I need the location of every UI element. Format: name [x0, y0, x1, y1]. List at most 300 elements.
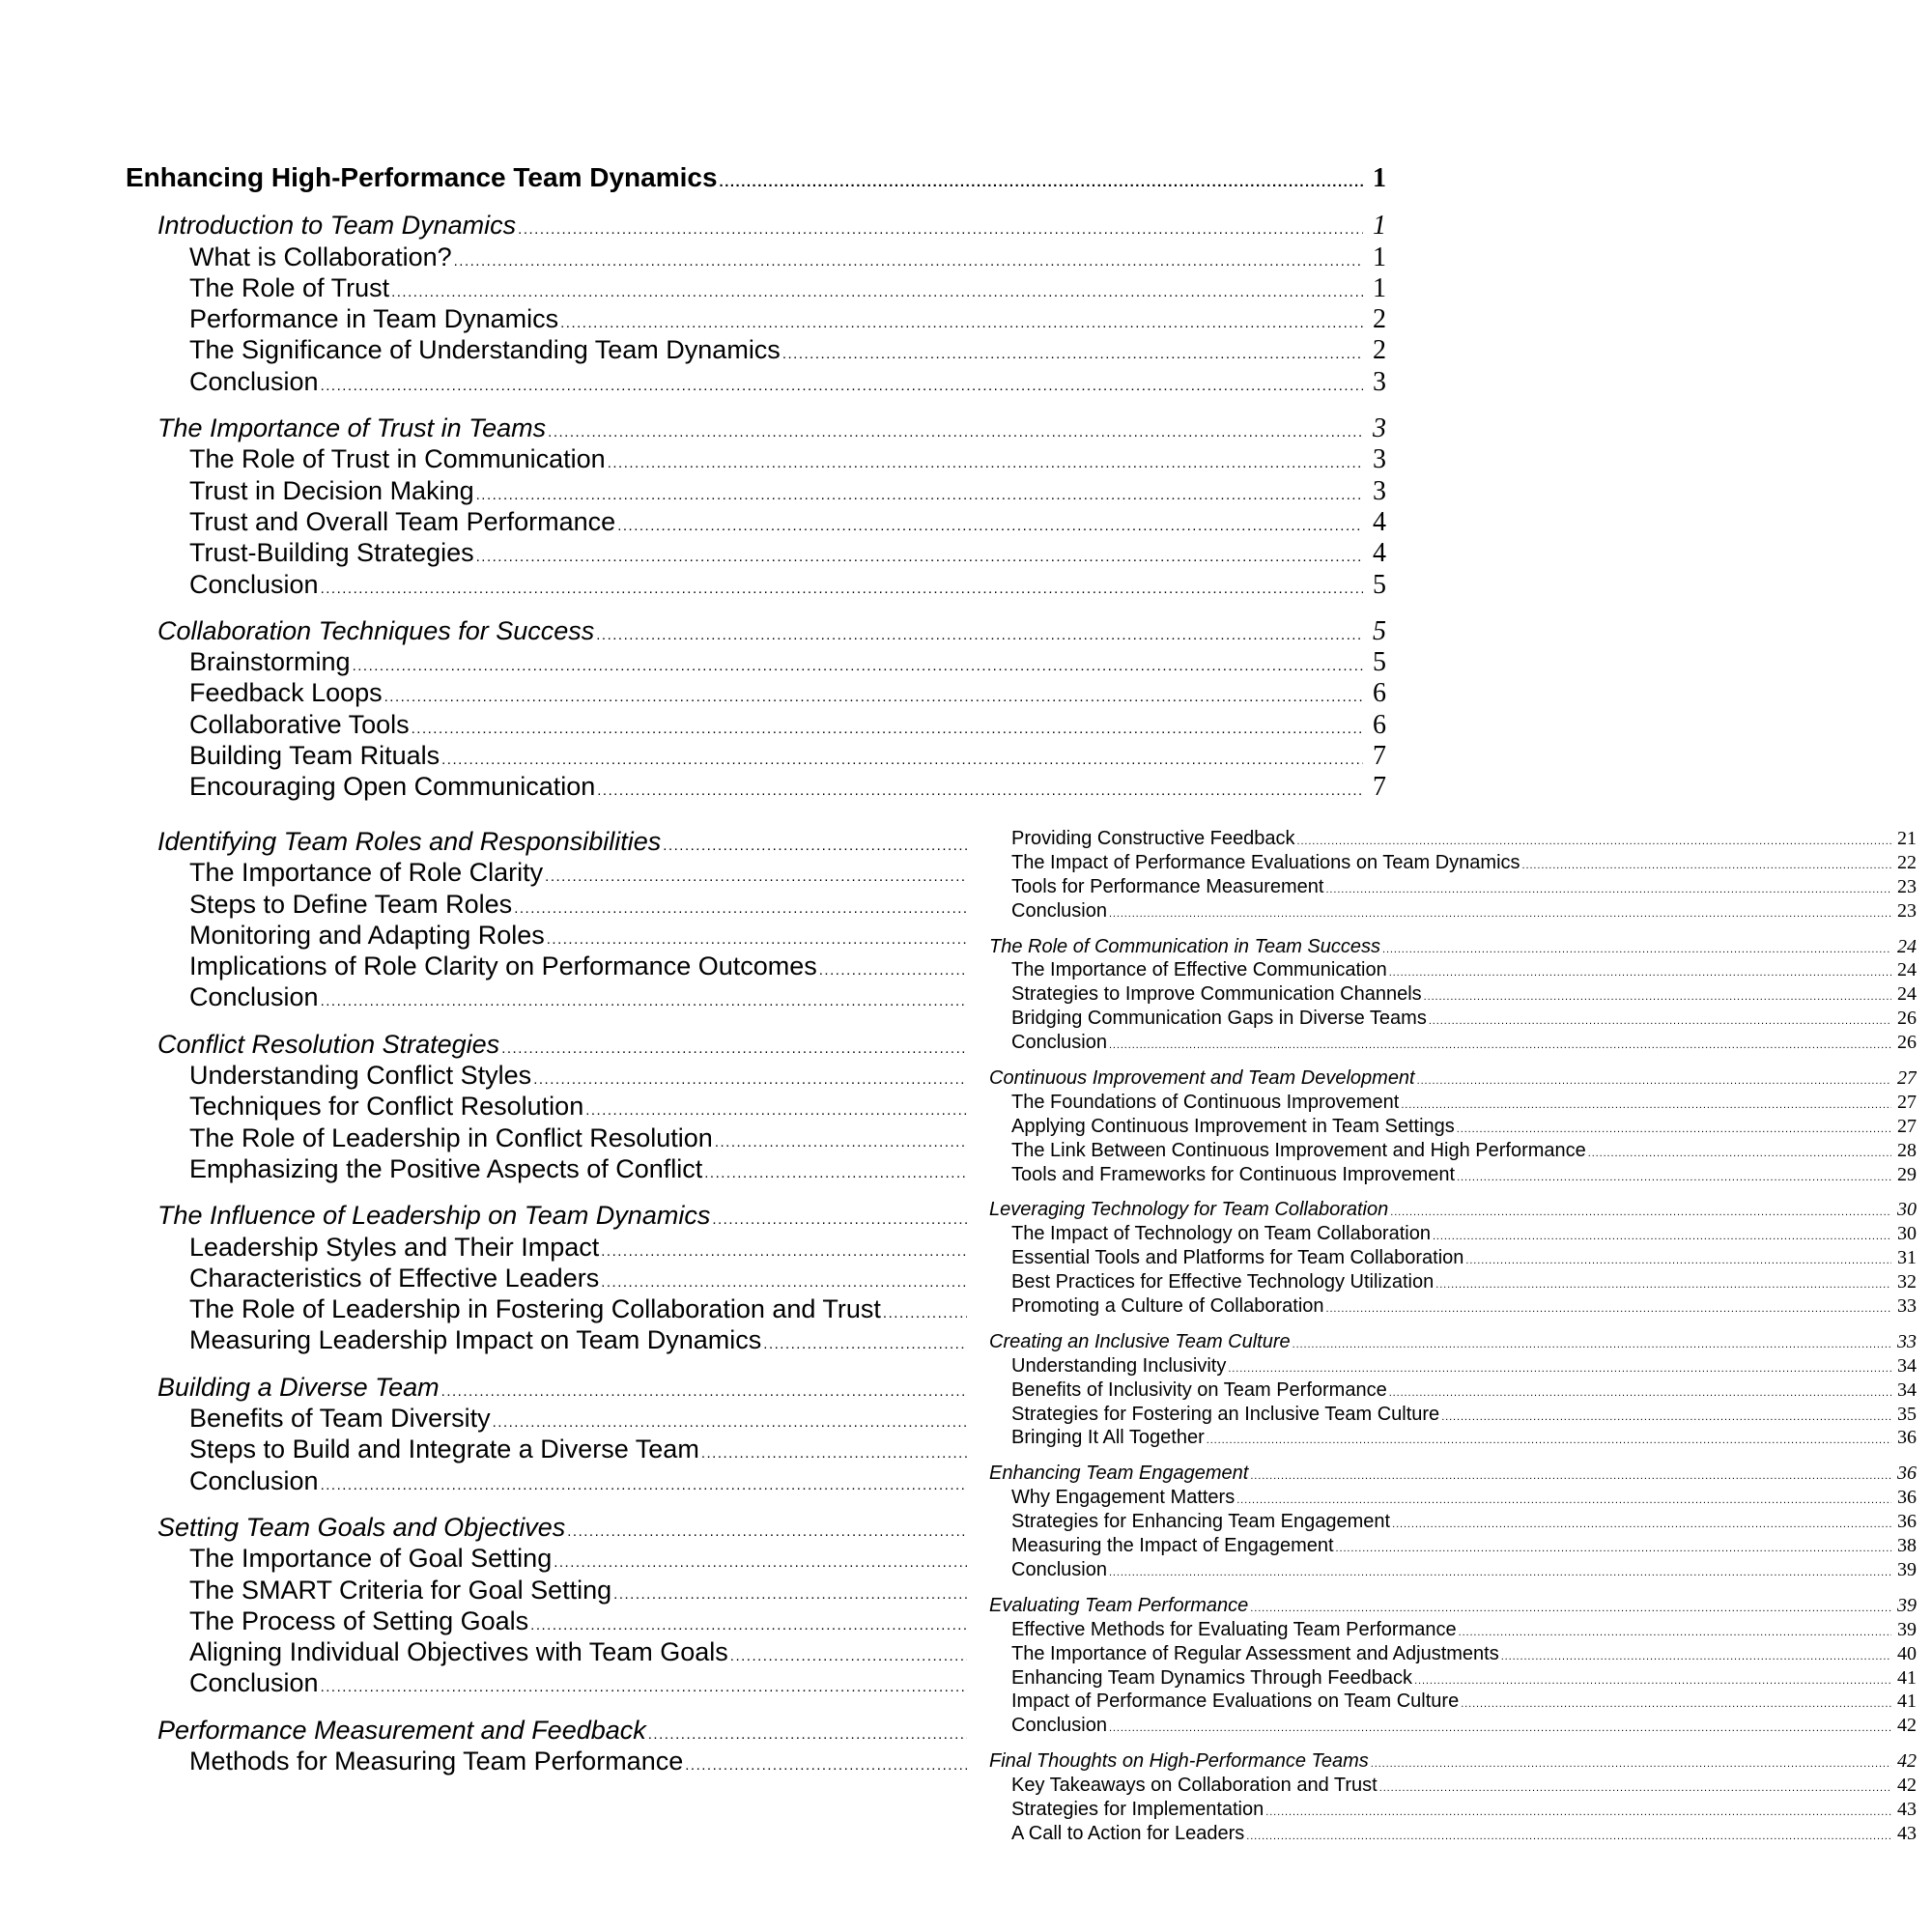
toc-entry-title: Promoting a Culture of Collaboration [1011, 1295, 1324, 1318]
toc-leader-dots [685, 1750, 967, 1781]
toc-leader-dots [1433, 1225, 1891, 1249]
toc-entry-title: The Impact of Performance Evaluations on Team Dynamics [1011, 851, 1520, 873]
toc-leader-dots [548, 417, 1363, 448]
toc-section-group [126, 412, 1386, 600]
toc-entry-title: Brainstorming [189, 647, 351, 677]
toc-subsection-entry[interactable] [989, 1714, 1917, 1738]
toc-subsection-entry[interactable] [126, 1746, 969, 1776]
toc-entry-page: 41 [1897, 1666, 1917, 1689]
toc-leader-dots [1459, 1621, 1891, 1645]
toc-section-group [126, 615, 1386, 803]
toc-subsection-entry[interactable] [126, 1091, 969, 1122]
toc-entry-title: Benefits of Team Diversity [189, 1404, 491, 1434]
toc-entry-page: 36 [1897, 1427, 1917, 1449]
toc-entry-title: Key Takeaways on Collaboration and Trust [1011, 1775, 1378, 1797]
toc-leader-dots [321, 986, 967, 1017]
toc-subsection-entry[interactable] [989, 1618, 1917, 1642]
toc-leader-dots [384, 682, 1363, 713]
toc-leader-dots [701, 1438, 967, 1469]
toc-entry-page: 42 [1897, 1715, 1917, 1737]
toc-entry-title: What is Collaboration? [189, 242, 452, 271]
toc-entry-page: 27 [1897, 1067, 1917, 1090]
toc-subsection-entry[interactable] [126, 1324, 969, 1355]
toc-leader-dots [663, 831, 967, 862]
toc-leader-dots [1435, 1273, 1891, 1297]
toc-entry-page: 26 [1897, 1032, 1917, 1054]
toc-entry-page: 5 [1373, 615, 1386, 646]
toc-title-entry[interactable] [126, 162, 1386, 193]
toc-entry-title: Conclusion [189, 982, 319, 1012]
toc-entry-title: Methods for Measuring Team Performance [189, 1747, 684, 1776]
toc-subsection-entry[interactable] [989, 1163, 1917, 1187]
toc-leader-dots [648, 1719, 967, 1750]
toc-leader-dots [704, 1158, 967, 1189]
toc-entry-title: Measuring the Impact of Engagement [1011, 1535, 1334, 1557]
toc-section-entry[interactable] [989, 1066, 1917, 1091]
toc-leader-dots [1417, 1069, 1891, 1094]
toc-leader-dots [514, 894, 967, 924]
toc-entry-title: The Importance of Trust in Teams [157, 413, 547, 443]
toc-section-group [126, 1715, 969, 1777]
toc-right-block [989, 827, 1917, 1851]
toc-subsection-entry[interactable] [989, 1031, 1917, 1055]
toc-leader-dots [608, 448, 1363, 479]
toc-leader-dots [1390, 1201, 1891, 1225]
toc-subsection-entry[interactable] [126, 334, 1386, 365]
toc-subsection-entry[interactable] [126, 1060, 969, 1091]
toc-leader-dots [1326, 1297, 1891, 1321]
toc-subsection-entry[interactable] [126, 889, 969, 920]
toc-leader-dots [1501, 1645, 1891, 1669]
toc-leader-dots [1246, 1825, 1891, 1849]
toc-leader-dots [1441, 1406, 1891, 1430]
toc-entry-page: 40 [1897, 1642, 1917, 1664]
toc-entry-title: The Role of Trust [189, 272, 390, 302]
toc-entry-title: Understanding Inclusivity [1011, 1354, 1227, 1377]
toc-entry-title: Bringing It All Together [1011, 1427, 1205, 1449]
toc-section-entry[interactable] [126, 1200, 969, 1231]
toc-section-group [989, 1749, 1917, 1846]
toc-entry-title: Conclusion [1011, 1558, 1107, 1580]
toc-entry-title: Why Engagement Matters [1011, 1487, 1236, 1509]
toc-entry-page: 23 [1897, 875, 1917, 897]
toc-subsection-entry[interactable] [126, 272, 1386, 303]
toc-entry-page: 35 [1897, 1403, 1917, 1425]
toc-entry-title: The Role of Trust in Communication [189, 444, 606, 474]
toc-top-sections [126, 210, 1386, 802]
toc-entry-title: Feedback Loops [189, 678, 383, 708]
toc-entry-title: Essential Tools and Platforms for Team Collaboration [1011, 1247, 1464, 1269]
toc-section-group [126, 1029, 969, 1184]
toc-subsection-entry[interactable] [126, 920, 969, 951]
toc-entry-title: Leveraging Technology for Team Collaboration [989, 1199, 1389, 1221]
toc-entry-title: Benefits of Inclusivity on Team Performance [1011, 1378, 1387, 1401]
toc-subsection-entry[interactable] [989, 1822, 1917, 1846]
toc-entry-title: Continuous Improvement and Team Development [989, 1067, 1415, 1090]
toc-entry-page: 7 [1373, 741, 1386, 772]
toc-entry-title: Measuring Leadership Impact on Team Dynamics [189, 1325, 762, 1355]
toc-entry-title: Creating an Inclusive Team Culture [989, 1330, 1291, 1352]
toc-subsection-entry[interactable] [989, 1270, 1917, 1294]
toc-subsection-entry[interactable] [989, 1666, 1917, 1690]
toc-entry-title: Conclusion [1011, 1715, 1107, 1737]
toc-leader-dots [1325, 878, 1891, 902]
toc-entry-title: Enhancing Team Engagement [989, 1463, 1249, 1485]
toc-subsection-entry[interactable] [126, 1122, 969, 1153]
toc-entry-page: 27 [1897, 1115, 1917, 1137]
toc-entry-title: Trust-Building Strategies [189, 538, 474, 568]
toc-subsection-entry[interactable] [989, 851, 1917, 875]
toc-subsection-entry[interactable] [126, 1465, 969, 1496]
toc-leader-dots [782, 339, 1363, 370]
toc-leader-dots [567, 1517, 967, 1548]
toc-entry-title: Encouraging Open Communication [189, 772, 596, 802]
toc-entry-page: 1 [1373, 211, 1386, 242]
toc-entry-title: Strategies for Fostering an Inclusive Team Culture [1011, 1403, 1440, 1425]
toc-entry-title: Building Team Rituals [189, 741, 440, 771]
toc-subsection-entry[interactable] [126, 537, 1386, 568]
toc-subsection-entry[interactable] [989, 1294, 1917, 1319]
toc-entry-title: Collaborative Tools [189, 709, 410, 739]
toc-entry-title: Collaboration Techniques for Success [157, 615, 595, 645]
toc-entry-page: 31 [1897, 1247, 1917, 1269]
toc-subsection-entry[interactable] [989, 1558, 1917, 1582]
toc-left-clipped-block [126, 826, 969, 1782]
toc-leader-dots [353, 651, 1363, 682]
toc-subsection-entry[interactable] [989, 1091, 1917, 1115]
toc-entry-title: Trust and Overall Team Performance [189, 506, 616, 536]
toc-leader-dots [1379, 1776, 1891, 1801]
toc-entry-title: Trust in Decision Making [189, 475, 474, 505]
toc-subsection-entry[interactable] [126, 1667, 969, 1698]
toc-entry-title: Conflict Resolution Strategies [157, 1029, 500, 1059]
toc-entry-page: 39 [1897, 1594, 1917, 1616]
toc-entry-title: Strategies for Implementation [1011, 1798, 1264, 1820]
toc-entry-title: The Importance of Goal Setting [189, 1544, 553, 1574]
toc-entry-page: 5 [1373, 647, 1386, 678]
toc-entry-title: Identifying Team Roles and Responsibilities [157, 827, 662, 856]
toc-leader-dots [596, 620, 1363, 651]
toc-subsection-entry[interactable] [989, 1774, 1917, 1798]
toc-subsection-entry[interactable] [126, 1153, 969, 1184]
toc-subsection-entry[interactable] [126, 1636, 969, 1667]
toc-entry-title: Providing Constructive Feedback [1011, 828, 1295, 849]
toc-entry-title: The Importance of Role Clarity [189, 858, 544, 888]
toc-subsection-entry[interactable] [126, 1543, 969, 1574]
toc-leader-dots [1522, 854, 1891, 878]
toc-subsection-entry[interactable] [989, 1378, 1917, 1403]
toc-entry-page: 36 [1897, 1487, 1917, 1509]
toc-leader-dots [476, 542, 1363, 573]
toc-entry-page: 2 [1373, 304, 1386, 335]
toc-subsection-entry[interactable] [126, 981, 969, 1012]
toc-entry-page: 43 [1897, 1822, 1917, 1844]
toc-entry-page: 22 [1897, 851, 1917, 873]
toc-leader-dots [720, 167, 1363, 198]
toc-section-entry[interactable] [126, 1715, 969, 1746]
toc-entry-title: The Importance of Regular Assessment and Adjustments [1011, 1642, 1499, 1664]
toc-subsection-entry[interactable] [989, 1534, 1917, 1558]
toc-entry-page: 24 [1897, 983, 1917, 1006]
toc-leader-dots [518, 214, 1363, 245]
toc-leader-dots [1389, 961, 1891, 985]
toc-entry-page: 38 [1897, 1535, 1917, 1557]
toc-subsection-entry[interactable] [126, 366, 1386, 397]
toc-entry-title: The Role of Leadership in Fostering Collaboration and Trust [189, 1294, 881, 1324]
toc-entry-title: A Call to Action for Leaders [1011, 1822, 1245, 1844]
toc-subsection-entry[interactable] [989, 1690, 1917, 1714]
toc-entry-page: 6 [1373, 678, 1386, 709]
toc-subsection-entry[interactable] [126, 1263, 969, 1293]
toc-subsection-entry[interactable] [989, 1510, 1917, 1534]
toc-leader-dots [715, 1127, 967, 1158]
toc-subsection-entry[interactable] [989, 1642, 1917, 1666]
toc-section-entry[interactable] [989, 1594, 1917, 1618]
toc-entry-title: Implications of Role Clarity on Performance Outcomes [189, 952, 817, 981]
toc-entry-title: The Importance of Effective Communication [1011, 959, 1387, 981]
toc-subsection-entry[interactable] [126, 951, 969, 981]
toc-section-group [989, 1198, 1917, 1318]
toc-entry-title: Conclusion [189, 1465, 319, 1495]
toc-entry-page: 30 [1897, 1223, 1917, 1245]
toc-entry-page: 4 [1373, 538, 1386, 569]
toc-leader-dots [883, 1298, 967, 1329]
toc-entry-title: Conclusion [1011, 899, 1107, 922]
toc-entry-title: Building a Diverse Team [157, 1372, 440, 1402]
toc-section-group [989, 935, 1917, 1055]
toc-subsection-entry[interactable] [989, 1222, 1917, 1246]
toc-subsection-entry[interactable] [989, 1115, 1917, 1139]
toc-entry-title: Evaluating Team Performance [989, 1594, 1249, 1616]
toc-entry-page: 34 [1897, 1378, 1917, 1401]
toc-leader-dots [1336, 1537, 1891, 1561]
toc-leader-dots [730, 1641, 967, 1672]
toc-right-sections [989, 935, 1917, 1846]
toc-leader-dots [1250, 1464, 1891, 1489]
toc-entry-title: Performance in Team Dynamics [189, 304, 559, 334]
toc-entry-page: 27 [1897, 1091, 1917, 1113]
toc-entry-page: 24 [1897, 959, 1917, 981]
toc-entry-page: 28 [1897, 1139, 1917, 1161]
toc-subsection-entry[interactable] [989, 1139, 1917, 1163]
toc-leader-dots [601, 1236, 967, 1267]
toc-leader-dots [1424, 985, 1891, 1009]
toc-section-entry[interactable] [126, 1029, 969, 1060]
toc-leader-dots [1293, 1333, 1891, 1357]
toc-entry-page: 24 [1897, 935, 1917, 957]
toc-entry-title: The SMART Criteria for Goal Setting [189, 1575, 612, 1605]
toc-leader-dots [763, 1329, 967, 1360]
toc-entry-title: Conclusion [189, 569, 319, 599]
toc-entry-title: Enhancing Team Dynamics Through Feedback [1011, 1666, 1413, 1689]
toc-entry-title: Tools for Performance Measurement [1011, 875, 1324, 897]
toc-entry-page: 36 [1897, 1511, 1917, 1533]
toc-leader-dots [819, 955, 967, 986]
toc-subsection-entry[interactable] [989, 827, 1917, 851]
toc-entry-page: 6 [1373, 709, 1386, 740]
toc-section-entry[interactable] [126, 412, 1386, 443]
toc-section-entry[interactable] [126, 1372, 969, 1403]
toc-entry-title: Conclusion [1011, 1032, 1107, 1054]
toc-subsection-entry[interactable] [126, 677, 1386, 708]
toc-section-entry[interactable] [989, 1330, 1917, 1354]
toc-subsection-entry[interactable] [989, 1403, 1917, 1427]
toc-subsection-entry[interactable] [126, 242, 1386, 272]
toc-subsection-entry[interactable] [126, 709, 1386, 740]
toc-entry-page: 41 [1897, 1690, 1917, 1713]
toc-entry-page: 2 [1373, 335, 1386, 366]
toc-subsection-entry[interactable] [126, 506, 1386, 537]
toc-entry-page: 3 [1373, 444, 1386, 475]
toc-section-entry[interactable] [989, 1462, 1917, 1486]
toc-leader-dots [1461, 1692, 1891, 1717]
toc-leader-dots [617, 511, 1363, 542]
toc-entry-page: 7 [1373, 772, 1386, 803]
toc-entry-title: Steps to Build and Integrate a Diverse Team [189, 1435, 699, 1464]
toc-leader-dots [1429, 1009, 1891, 1034]
toc-entry-title: Characteristics of Effective Leaders [189, 1263, 600, 1293]
toc-leader-dots [613, 1579, 967, 1610]
toc-entry-page: 36 [1897, 1463, 1917, 1485]
toc-entry-page: 34 [1897, 1354, 1917, 1377]
toc-subsection-entry[interactable] [126, 443, 1386, 474]
toc-subsection-entry[interactable] [989, 1486, 1917, 1510]
toc-subsection-entry[interactable] [126, 1403, 969, 1434]
toc-entry-title: Performance Measurement and Feedback [157, 1715, 646, 1745]
toc-subsection-entry[interactable] [126, 1293, 969, 1324]
toc-entry-title: The Significance of Understanding Team Dynamics [189, 335, 781, 365]
toc-entry-title: Conclusion [189, 1668, 319, 1698]
toc-right-lead-items [989, 827, 1917, 923]
toc-entry-page: 1 [1373, 242, 1386, 272]
toc-entry-page: 33 [1897, 1330, 1917, 1352]
toc-subsection-entry[interactable] [989, 1246, 1917, 1270]
toc-subsection-entry[interactable] [126, 569, 1386, 600]
toc-entry-page: 26 [1897, 1008, 1917, 1030]
toc-entry-title: Understanding Conflict Styles [189, 1061, 532, 1091]
toc-subsection-entry[interactable] [989, 875, 1917, 899]
toc-subsection-entry[interactable] [989, 982, 1917, 1007]
toc-subsection-entry[interactable] [989, 899, 1917, 923]
toc-leader-dots [1392, 1513, 1891, 1537]
toc-leader-dots [321, 371, 1363, 402]
toc-entry-title: Strategies for Enhancing Team Engagement [1011, 1511, 1391, 1533]
toc-section-group [126, 826, 969, 1013]
toc-subsection-entry[interactable] [126, 1434, 969, 1464]
toc-section-entry[interactable] [989, 935, 1917, 959]
toc-entry-page: 4 [1373, 506, 1386, 537]
toc-entry-page: 42 [1897, 1775, 1917, 1797]
toc-top-block [126, 162, 1386, 819]
toc-subsection-entry[interactable] [989, 1354, 1917, 1378]
toc-entry-page: 29 [1897, 1163, 1917, 1185]
toc-subsection-entry[interactable] [126, 857, 969, 888]
toc-leader-dots [321, 1470, 967, 1501]
toc-leader-dots [545, 862, 967, 893]
toc-leader-dots [1109, 1717, 1891, 1741]
toc-entry-page: 43 [1897, 1798, 1917, 1820]
toc-entry-page: 30 [1897, 1199, 1917, 1221]
toc-section-entry[interactable] [126, 826, 969, 857]
toc-leader-dots [1109, 902, 1891, 926]
toc-leader-dots [321, 574, 1363, 605]
toc-section-group [126, 210, 1386, 397]
toc-subsection-entry[interactable] [126, 303, 1386, 334]
toc-entry-title: The Foundations of Continuous Improvement [1011, 1091, 1400, 1113]
toc-entry-page: 32 [1897, 1271, 1917, 1293]
toc-subsection-entry[interactable] [989, 1426, 1917, 1450]
toc-entry-title: Effective Methods for Evaluating Team Performance [1011, 1618, 1457, 1640]
toc-entry-title: Enhancing High-Performance Team Dynamics [126, 162, 718, 192]
toc-section-entry[interactable] [126, 210, 1386, 241]
toc-entry-title: The Impact of Technology on Team Collaboration [1011, 1223, 1431, 1245]
toc-section-group [126, 1512, 969, 1699]
toc-entry-title: The Role of Leadership in Conflict Resolution [189, 1122, 713, 1152]
toc-subsection-entry[interactable] [989, 1007, 1917, 1031]
toc-entry-title: Impact of Performance Evaluations on Team Culture [1011, 1690, 1460, 1713]
toc-section-entry[interactable] [126, 1512, 969, 1543]
toc-leader-dots [1265, 1801, 1891, 1825]
toc-leader-dots [1588, 1142, 1891, 1166]
toc-leader-dots [412, 714, 1363, 745]
toc-section-group [126, 1372, 969, 1496]
toc-entry-page: 39 [1897, 1618, 1917, 1640]
toc-entry-page: 3 [1373, 475, 1386, 506]
toc-entry-title: Techniques for Conflict Resolution [189, 1092, 584, 1122]
toc-entry-page: 3 [1373, 413, 1386, 444]
toc-subsection-entry[interactable] [126, 1575, 969, 1605]
toc-subsection-entry[interactable] [126, 740, 1386, 771]
toc-leader-dots [533, 1065, 967, 1095]
toc-section-group [126, 1200, 969, 1355]
toc-entry-title: Best Practices for Effective Technology Utilization [1011, 1271, 1435, 1293]
toc-entry-title: Setting Team Goals and Objectives [157, 1512, 566, 1542]
toc-subsection-entry[interactable] [126, 646, 1386, 677]
toc-entry-title: Bridging Communication Gaps in Diverse Teams [1011, 1008, 1427, 1030]
toc-entry-title: Aligning Individual Objectives with Team Goals [189, 1637, 728, 1667]
toc-subsection-entry[interactable] [126, 1605, 969, 1636]
toc-leader-dots [597, 776, 1363, 807]
toc-leader-dots [1389, 1381, 1891, 1406]
toc-leader-dots [1109, 1034, 1891, 1058]
toc-entry-page: 42 [1897, 1750, 1917, 1773]
toc-subsection-entry[interactable] [989, 958, 1917, 982]
toc-leader-dots [1401, 1094, 1891, 1118]
toc-entry-title: Strategies to Improve Communication Channels [1011, 983, 1422, 1006]
toc-entry-page: 21 [1897, 828, 1917, 849]
toc-section-entry[interactable] [989, 1749, 1917, 1774]
toc-subsection-entry[interactable] [989, 1798, 1917, 1822]
toc-entry-page: 23 [1897, 899, 1917, 922]
toc-entry-page: 1 [1373, 163, 1386, 193]
toc-section-entry[interactable] [989, 1198, 1917, 1222]
toc-section-group [989, 1594, 1917, 1738]
toc-section-group [989, 1462, 1917, 1581]
toc-subsection-entry[interactable] [126, 771, 1386, 802]
toc-entry-title: Applying Continuous Improvement in Team Settings [1011, 1115, 1455, 1137]
toc-leader-dots [1457, 1166, 1891, 1190]
toc-entry-page: 33 [1897, 1295, 1917, 1318]
toc-leader-dots [321, 1672, 967, 1703]
toc-left-sections [126, 826, 969, 1776]
toc-section-entry[interactable] [126, 615, 1386, 646]
toc-leader-dots [1207, 1429, 1891, 1453]
toc-entry-title: The Link Between Continuous Improvement and High Performance [1011, 1139, 1586, 1161]
toc-entry-title: Emphasizing the Positive Aspects of Conflict [189, 1153, 703, 1183]
toc-entry-title: Steps to Define Team Roles [189, 889, 513, 919]
toc-subsection-entry[interactable] [126, 1232, 969, 1263]
toc-subsection-entry[interactable] [126, 475, 1386, 506]
